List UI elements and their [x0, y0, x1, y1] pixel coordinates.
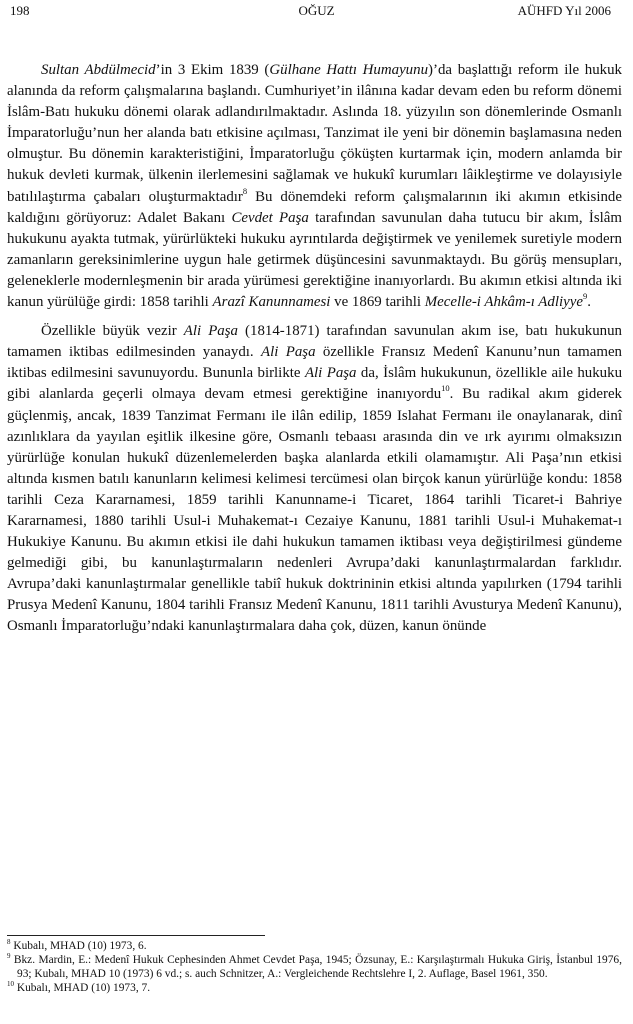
paragraph: Özellikle büyük vezir Ali Paşa (1814-1871) tarafından savunulan akım ise, batı hukukunun tamamen iktibas edilmesinden yanaydı. Ali Paşa özellikle Fransız Medenî Kanunu’nun tamamen iktibas edilmesini savunuyordu. Bununla birlikte Ali Paşa da, İslâm hukukunun, özellikle aile hukuku gibi alanlarda geçerli olmaya devam etmesi gerektiğine inanıyordu$^{10}$. Bu radikal akım giderek güçlenmiş, ancak, 1839 Tanzimat Fermanı ile ilân edilip, 1859 Islahat Fermanı ile onaylanarak, dinî azınlıklara da yayılan eşitlik ilkesine göre, Osmanlı tebaası arasında din ve ırk ayırımı olmaksızın yürürlüğe konulan hukukî düzenlemelerden başka alanlarda etkili olamamıştır. Ali Paşa’nın etkisi altında kısmen batılı kanunların kelimesi kelimesi tercümesi olan birçok kanun yürürlüğe kondu: 1858 tarihli Ceza Kararnamesi, 1859 tarihli Kanunname-i Ticaret, 1864 tarihli Ticaret-i Bahriye Kararnamesi, 1880 tarihli Usul-i Muhakemat-ı Cezaiye Kanunu, 1881 tarihli Usul-i Muhakemat-ı Hukukiye Kanunu. Bu akımın etkisi ile dahi hukukun tamamen iktibası veya değiştirilmesi gündeme gelmediği gibi, bu kanunlaştırmaların nedenleri Avrupa’daki kanunlaştırmalardan farklıdır. Avrupa’daki kanunlaştırmalar genellikle tabiî hukuk doktrininin etkisi altında yapılırken (1794 tarihli Prusya Medenî Kanunu, 1804 tarihli Fransız Medenî Kanunu, 1811 tarihli Avusturya Medenî Kanunu), Osmanlı İmparatorluğu’ndaki kanunlaştırmalara daha çok, düzen, kanun önünde: [7, 323, 623, 635]
paragraph: Sultan Abdülmecid’in 3 Ekim 1839 (Gülhane Hattı Humayunu)’da başlattığı reform ile hukuk alanında da reform çalışmalarına başlandı. Cumhuriyet’in ilânına kadar devam eden bu reform dönemi İslâm-Batı hukuku dönemi olarak adlandırılmaktadır. Aslında 18. yüzyılın son dönemlerinde Osmanlı İmparatorluğu’nun her alanda batı etkisine açılması, Tanzimat ile yeni bir dönemin başlamasına neden olmuştur. Bu dönemin karakteristiğini, İmparatorluğu çöküşten kurtarmak için, modern anlamda bir hukuk devleti kurmak, ülkenin ilerlemesini sağlamak ve hukukî kurumları lâikleştirme ve dolayısiyle batılılaştırma çabaları oluşturmaktadır$^8$ Bu dönemdeki reform çalışmalarının iki akımın etkisinde kaldığını görüyoruz: Adalet Bakanı Cevdet Paşa tarafından savunulan daha tutucu bir akım, İslâm hukukunu ayakta tutmak, yürürlükteki hukuku ayrıntılarda değiştirmek ve yenilemek suretiyle modern zamanların gereksinimlerine uygun hale getirmek düşüncesini savunmaktaydı. Bu görüş mensupları, geleneklerle modernleşmenin bir arada yürümesi gerektiğine inanıyorlardı. Bu akımın etkisi altında iki kanun yürülüğe girdi: 1858 tarihli Arazî Kanunnamesi ve 1869 tarihli Mecelle-i Ahkâm-ı Adliyye$^9$.: [7, 62, 622, 311]
footnote: $^{10}$ Kubalı, MHAD (10) 1973, 7.: [7, 980, 151, 995]
footnotes: [7, 939, 622, 995]
footnote: $^9$ Bkz. Mardin, E.: Medenî Hukuk Cephesinden Ahmet Cevdet Paşa, 1945; Özsunay, E.: Karşılaştırmalı Hukuka Giriş, İstanbul 1976, 93; Kubalı, MHAD 10 (1973) 6 vd.; s. auch Schnitzer, A.: Vergleichende Rechtslehre I, 2. Auflage, Basel 1961, 350.: [7, 952, 622, 981]
page-number: 198: [10, 3, 30, 18]
footnote-ref[interactable]: 8: [242, 185, 248, 196]
footnote-ref[interactable]: 10: [441, 383, 450, 394]
footnote-divider: [7, 935, 265, 936]
main-text: [7, 60, 622, 638]
running-header-author: OĞUZ: [298, 3, 335, 18]
running-header-journal: AÜHFD Yıl 2006: [517, 3, 611, 18]
footnote-ref[interactable]: 9: [582, 291, 588, 302]
footnote: $^8$ Kubalı, MHAD (10) 1973, 6.: [7, 938, 147, 952]
